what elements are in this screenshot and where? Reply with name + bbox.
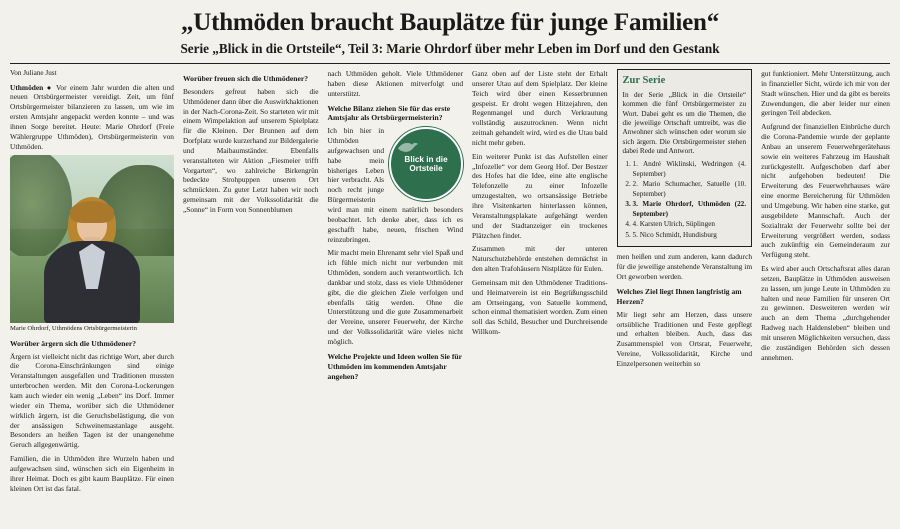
paragraph: nach Uthmöden geholt. Viele Uthmödener haben diese Aktionen mitverfolgt und unterstützt. xyxy=(327,69,464,98)
article-column-5 xyxy=(617,69,753,373)
paragraph: Ein weiterer Punkt ist das Aufstellen einer „Infozelle“ vor dem Georg Hof. Der Bestzer des Hofes hat die Idee, eine alte englische Telefonzelle zu einer Infozelle umzugestalten, wo ortsansässige Betriebe ihre Visitenkarten hinterlassen können, Veranstaltungsplakate aufgehängt werden und der Stadtanzeiger ein trockenes Plätzchen findet. xyxy=(472,151,608,240)
byline xyxy=(10,69,174,79)
photo-person xyxy=(40,191,144,323)
paragraph: Gemeinsam mit den Uthmödener Traditions- und Heimatverein ist ein Begrüßungsschild am Ortseingang, von Satuelle kommend, schon einmal thematisiert worden. Zum einen soll das Schild, Besucher und Durchreisende Willkom- xyxy=(472,277,608,337)
series-list xyxy=(623,160,747,240)
header-divider xyxy=(10,63,890,64)
article-column-3 xyxy=(328,69,464,384)
paragraph: Es wird aber auch Ortschaftsrat alles daran setzen, Bauplätze in Uthmöden ausweisen zu lassen, um junge Leute in Uthmöden zu halten und neue Familien für unseren Ort zu gewinnen. Desweiteren werden wir auch an dem Thema „durchgehender Radweg nach Haldensleben“ bleiben und mit unseren Möglichkeiten versuchen, dass die zuständigen Behörden sich dessen annehmen. xyxy=(761,264,890,362)
article-column-1 xyxy=(10,69,174,497)
byline-author: Von Juliane Just xyxy=(10,69,57,77)
list-item: 5. 5. Nico Schmidt, Hundisburg xyxy=(633,231,747,241)
paragraph: Zusammen mit der unteren Naturschutzbehörde entstehen demnächst in den alten Trafohäusern Nistplätze für Eulen. xyxy=(472,244,608,274)
badge-line-2: Ortsteile xyxy=(409,164,443,174)
dateline: Uthmöden xyxy=(10,82,44,92)
question-heading: Worüber freuen sich die Uthmödener? xyxy=(183,74,309,83)
article-column-6 xyxy=(761,69,890,366)
paragraph: gut funktioniert. Mehr Unterstützung, auch in finanzieller Sicht, würde ich mir von der Stadt wünschen. Hier und da gibt es bereits Zuwendungen, die aber leider nur einen geringen Teil abdecken. xyxy=(761,69,890,118)
list-item: 1. 1. André Wiklinski, Wedringen (4. September) xyxy=(633,160,747,179)
page-subtitle: Serie „Blick in die Ortsteile“, Teil 3: Marie Ohrdorf über mehr Leben im Dorf und den Gestank xyxy=(180,41,720,56)
paragraph: Aufgrund der finanziellen Einbrüche durch die Corona-Pandemie wurde der geplante Anbau an unserem Feuerwehrgerätehaus sowie ein weiteres Fahrzeug im Haushalt zurückgestellt. Aufgeschoben darf aber nicht aufgehoben bedeuten! Die Erweiterung des Feuerwehrhauses wäre eine enorme Bereicherung für Uthmöden und Umgebung. Wir haben eine starke, gut ausgebildete Mannschaft. Auch der Sozialtrakt der Feuerwehr sollte bei der Erweiterung vergrößert werden, sodass auch zukünftig ein Gemeinderaum zur Verfügung steht. xyxy=(761,122,890,260)
bird-icon xyxy=(397,139,419,155)
badge-text xyxy=(389,155,463,173)
article-column-4 xyxy=(472,69,608,341)
paragraph: Familien, die in Uthmöden ihre Wurzeln haben und aufgewachsen sind, wünschen sich ein Eigenheim in ihrer Heimat. Doch es gibt kaum Bauplätze. Für einen kleinen Ort ist das fatal. xyxy=(10,454,174,493)
paragraph: Ärgern ist vielleicht nicht das richtige Wort, aber durch die Corona-Einschränkungen sind einige Veranstaltungen ausgefallen und Traditionen mussten unterbrochen werden. Mit den Corona-Lockerungen kam auch wieder ein wenig „Leben“ ins Dorf. Immer wieder ein Thema, worüber sich die Uthmödener wirklich ärgern, ist die Geruchsbelästigung, die von der ansässigen Schweinemastanlage ausgeht. Besonders an heißen Tagen ist der unangenehme Geruch allgegenwärtig. xyxy=(10,351,174,450)
article-columns xyxy=(10,69,890,497)
lead-paragraph xyxy=(10,83,174,152)
paragraph: Ganz oben auf der Liste steht der Erhalt unserer Utau auf dem Spielplatz. Der kleine Teich wird über einen Kesserbrunnen gespeist. Er droht wegen Hitzejahren, den Regenmangel und durch Verkrautung vollständig auszutrocknen. Wenn nicht zeitnah gehandelt wird, wird es die Utau bald nicht mehr geben. xyxy=(472,69,608,147)
paragraph: Ich bin hier in Uthmöden aufgewachsen und habe mein bisheriges Leben hier verbracht. Als noch recht junge Bürgermeisterin wird man mit einem natürlich besonders beobachtet. Ich denke aber, dass ich es geschafft habe, neuen, frischen Wind reinzubringen. xyxy=(327,126,464,244)
article-column-2 xyxy=(183,69,319,219)
list-item-current: 3. 3. Marie Ohrdorf, Uthmöden (22. September) xyxy=(633,200,747,219)
article-photo xyxy=(10,155,174,323)
lead-text: ● Vor einem Jahr wurden die alten und neuen Ortsbürgermeister vereidigt. Zeit, um fünf Ortsbürgermeister bilanzieren zu lassen, um wie im ersten Amtsjahr angepackt werden konnte – und was ihnen Sorge bereitet. Heute: Marie Ohrdorf (Freie Wählergruppe Uthmöden), Ortsbürgermeisterin von Uthmöden. xyxy=(10,82,175,151)
info-box-title: Zur Serie xyxy=(622,75,666,86)
series-badge xyxy=(389,127,463,201)
question-heading: Worüber ärgern sich die Uthmödener? xyxy=(10,338,136,348)
list-item: 4. 4. Karsten Ulrich, Süplingen xyxy=(633,220,747,230)
question-heading: Welche Bilanz ziehen Sie für das erste Amtsjahr als Ortsbürgermeisterin? xyxy=(327,103,451,123)
page-title: „Uthmöden braucht Bauplätze für junge Familien“ xyxy=(180,9,720,36)
list-item: 2. 2. Mario Schumacher, Satuelle (10. September) xyxy=(633,180,747,199)
series-info-box xyxy=(617,69,753,247)
paragraph: Mir liegt sehr am Herzen, dass unsere ortsübliche Traditionen und Feste gepflegt und erhalten bleiben. Auch, dass das Zusammenspiel von Ortsrat, Feuerwehr, Vereine, Volkssolidarität, Kirche und Einzelpersonen weiterhin so xyxy=(616,309,753,368)
question-heading: Welche Projekte und Ideen wollen Sie für Uthmöden im kommenden Amtsjahr angehen? xyxy=(327,351,462,381)
paragraph: Besonders gefreut haben sich die Uthmödener dann über die Auswirkhaktionen in der Nach-Corona-Zeit. So starteten wir mit einem Wimpelaktion auf unserem Spielplatz für die Kleinen. Der Brunnen auf dem Dorfplatz wurde kurzerhand zur Bildergalerie und Maibaumständer. Ebenfalls veranstalteten wir Aktion „Fiesmeier trifft Vorgarten“, wo zahlreiche Birkengrün bedeckte Strohpuppen unseren Ort schmückten. Zu guter Letzt haben wir noch gemeinsam mit der Volkssolidarität die „Sonne“ in Form von Sonnenblumen xyxy=(183,86,319,214)
paragraph: Mir macht mein Ehrenamt sehr viel Spaß und ich fühle mich nicht nur verbunden mit Uthmöden, sondern auch verantwortlich. Ich dankbar und stolz, dass es viele Uthmödener gibt, die die gleichen Ziele verfolgen und ebenfalls tätig werden. Ohne die Unterstützung und die gute Zusammenarbeit der Vereine, unserer Feuerwehr, der Kirche und der Volkssolidarität wäre vieles nicht möglich. xyxy=(327,248,464,346)
photo-fringe xyxy=(70,201,114,223)
badge-line-1: Blick in die xyxy=(404,155,448,165)
question-heading: Welches Ziel liegt Ihnen langfristig am Herzen? xyxy=(616,287,742,306)
info-box-text: In der Serie „Blick in die Ortsteile“ kommen die fünf Ortsbürgermeister zu Wort. Dabei geht es um die Themen, die die jeweilige Ortschaft umtreibt, was die Anwohner sich wünschen oder worum sie sich ärgern. Die Ortsbürgermeister stehen dabei Rede und Antwort. xyxy=(622,90,747,156)
photo-caption: Marie Ohrdorf, Uthmödens Ortsbürgermeisterin xyxy=(10,325,137,333)
paragraph: men heißen und zum anderen, kann dadurch für die jeweilige anstehende Veranstaltung im Ort geworben werden. xyxy=(616,252,753,282)
portrait-image xyxy=(10,155,174,323)
